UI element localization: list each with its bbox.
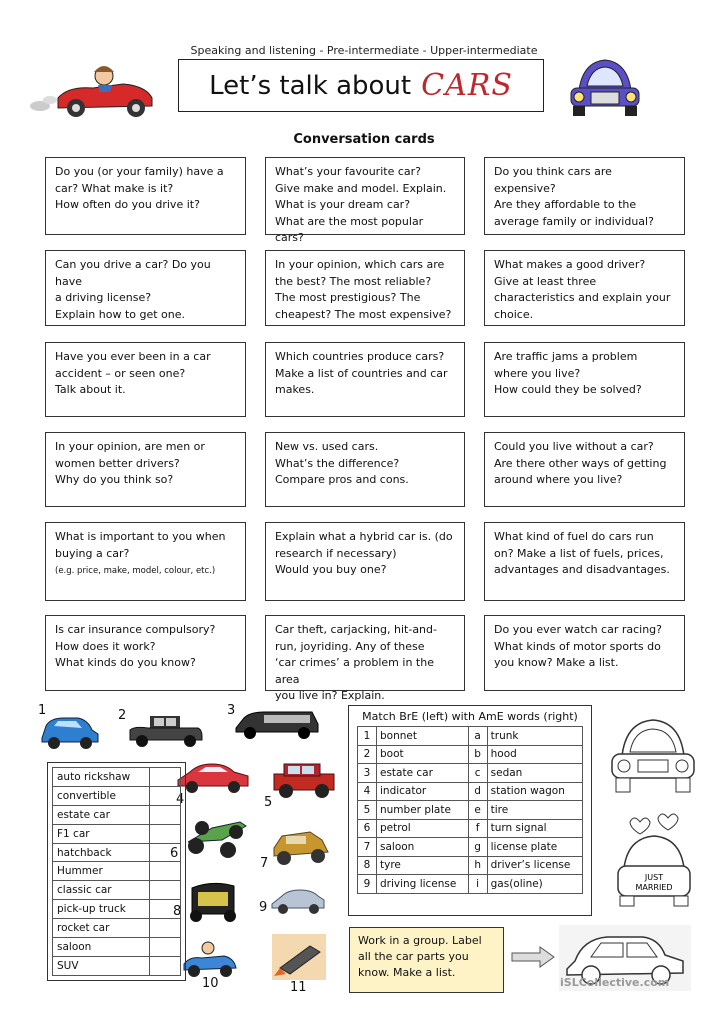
- conversation-card: What is important to you when buying a car? (e.g. price, make, model, colour, etc.): [45, 522, 246, 601]
- picture-number: 5: [264, 795, 273, 810]
- wedding-car-drawing: [612, 812, 696, 910]
- match-number: 5: [358, 801, 377, 820]
- conversation-card: Can you drive a car? Do you have a driving license? Explain how to get one.: [45, 250, 246, 326]
- ame-word: license plate: [487, 838, 582, 857]
- arrow-right-icon: [510, 945, 556, 969]
- subtitle: Speaking and listening - Pre-intermediate - Upper-intermediate: [190, 44, 538, 57]
- group-task-note: Work in a group. Label all the car parts you know. Make a list.: [349, 927, 504, 993]
- vocab-word: F1 car: [53, 824, 150, 843]
- vocab-row: [53, 900, 181, 919]
- jeep-image: [270, 826, 332, 870]
- picture-number: 4: [176, 792, 185, 807]
- conversation-card: In your opinion, which cars are the best? The most reliable? The most prestigious? The cheapest? The most expensive?: [265, 250, 465, 326]
- estate-car-image: [234, 708, 320, 740]
- answer-blank[interactable]: [150, 862, 181, 881]
- match-row: [358, 745, 583, 764]
- just-married-sign: JUST: [644, 873, 664, 882]
- match-row: [358, 764, 583, 783]
- conversation-card: Explain what a hybrid car is. (do research if necessary) Would you buy one?: [265, 522, 465, 601]
- watermark: iSLCollective.com: [560, 976, 670, 989]
- match-number: 2: [358, 745, 377, 764]
- vocab-word: hatchback: [53, 843, 150, 862]
- conversation-card: What’s your favourite car? Give make and model. Explain. What is your dream car? What are the most popular cars?: [265, 157, 465, 235]
- classic-car-image: [128, 714, 204, 748]
- match-row: [358, 838, 583, 857]
- answer-blank[interactable]: [150, 956, 181, 975]
- match-letter: f: [468, 819, 487, 838]
- hummer-image: [270, 760, 338, 800]
- answer-blank[interactable]: [150, 805, 181, 824]
- match-row: [358, 801, 583, 820]
- saloon-car-image: [176, 760, 250, 794]
- picture-number: 1: [38, 703, 47, 718]
- ame-word: station wagon: [487, 782, 582, 801]
- ame-word: turn signal: [487, 819, 582, 838]
- bre-word: driving license: [377, 875, 469, 894]
- conversation-card: What kind of fuel do cars run on? Make a list of fuels, prices, advantages and disadvantages.: [484, 522, 685, 601]
- section-title: Conversation cards: [293, 132, 435, 147]
- picture-number: 6: [170, 846, 179, 861]
- bre-word: boot: [377, 745, 469, 764]
- match-letter: i: [468, 875, 487, 894]
- ame-word: hood: [487, 745, 582, 764]
- ame-word: gas(oline): [487, 875, 582, 894]
- vocab-row: [53, 843, 181, 862]
- match-row: [358, 875, 583, 894]
- match-letter: b: [468, 745, 487, 764]
- vocab-word: SUV: [53, 956, 150, 975]
- match-number: 1: [358, 727, 377, 746]
- vocab-row: [53, 956, 181, 975]
- conversation-card: Car theft, carjacking, hit-and- run, joyriding. Any of these ‘car crimes’ a problem in the area you live in? Explain.: [265, 615, 465, 691]
- vocab-row: [53, 881, 181, 900]
- answer-blank[interactable]: [150, 900, 181, 919]
- vocab-word: pick-up truck: [53, 900, 150, 919]
- answer-blank[interactable]: [150, 919, 181, 938]
- bre-word: estate car: [377, 764, 469, 783]
- vocab-row: [53, 938, 181, 957]
- f1-car-image: [182, 812, 252, 858]
- bre-word: saloon: [377, 838, 469, 857]
- match-row: [358, 727, 583, 746]
- auto-rickshaw-image: [184, 878, 242, 924]
- bre-word: indicator: [377, 782, 469, 801]
- rocket-car-image: [272, 934, 326, 980]
- ame-word: driver’s license: [487, 856, 582, 875]
- vocab-row: [53, 768, 181, 787]
- bre-word: petrol: [377, 819, 469, 838]
- convertible-cartoon-image: [182, 938, 238, 980]
- match-letter: c: [468, 764, 487, 783]
- conversation-card: Have you ever been in a car accident – or seen one? Talk about it.: [45, 342, 246, 417]
- answer-blank[interactable]: [150, 768, 181, 787]
- vocab-row: [53, 824, 181, 843]
- vocabulary-list: [47, 762, 186, 981]
- cartoon-car-icon: [565, 52, 645, 120]
- match-exercise: [348, 705, 592, 916]
- vocab-row: [53, 862, 181, 881]
- match-number: 4: [358, 782, 377, 801]
- ame-word: trunk: [487, 727, 582, 746]
- silver-car-image: [270, 886, 326, 916]
- match-letter: e: [468, 801, 487, 820]
- vocab-word: estate car: [53, 805, 150, 824]
- car-front-line-drawing: [608, 714, 698, 798]
- vocab-word: classic car: [53, 881, 150, 900]
- vocab-word: auto rickshaw: [53, 768, 150, 787]
- match-row: [358, 856, 583, 875]
- match-letter: a: [468, 727, 487, 746]
- picture-number: 2: [118, 708, 127, 723]
- vocab-word: saloon: [53, 938, 150, 957]
- bre-word: number plate: [377, 801, 469, 820]
- ame-word: tire: [487, 801, 582, 820]
- vocab-word: rocket car: [53, 919, 150, 938]
- match-letter: g: [468, 838, 487, 857]
- match-number: 9: [358, 875, 377, 894]
- page-title: Let’s talk about: [209, 70, 412, 101]
- conversation-card: Do you (or your family) have a car? What make is it? How often do you drive it?: [45, 157, 246, 235]
- answer-blank[interactable]: [150, 786, 181, 805]
- match-row: [358, 819, 583, 838]
- picture-number: 9: [259, 900, 268, 915]
- vocab-word: convertible: [53, 786, 150, 805]
- match-letter: h: [468, 856, 487, 875]
- match-number: 3: [358, 764, 377, 783]
- answer-blank[interactable]: [150, 938, 181, 957]
- match-number: 7: [358, 838, 377, 857]
- conversation-card: New vs. used cars. What’s the difference? Compare pros and cons.: [265, 432, 465, 507]
- bre-word: bonnet: [377, 727, 469, 746]
- answer-blank[interactable]: [150, 881, 181, 900]
- answer-blank[interactable]: [150, 824, 181, 843]
- picture-number: 7: [260, 856, 269, 871]
- title-box: [178, 59, 544, 112]
- conversation-card: In your opinion, are men or women better drivers? Why do you think so?: [45, 432, 246, 507]
- match-letter: d: [468, 782, 487, 801]
- card-note: (e.g. price, make, model, colour, etc.): [55, 566, 216, 576]
- race-car-cartoon-icon: [28, 58, 158, 120]
- vocab-word: Hummer: [53, 862, 150, 881]
- conversation-card: Are traffic jams a problem where you live? How could they be solved?: [484, 342, 685, 417]
- conversation-card: What makes a good driver? Give at least three characteristics and explain your choice.: [484, 250, 685, 326]
- picture-number: 11: [290, 980, 307, 995]
- match-number: 8: [358, 856, 377, 875]
- picture-number: 3: [227, 703, 236, 718]
- conversation-card: Do you ever watch car racing? What kinds of motor sports do you know? Make a list.: [484, 615, 685, 691]
- answer-blank[interactable]: [150, 843, 181, 862]
- match-row: [358, 782, 583, 801]
- hatchback-car-image: [38, 712, 100, 750]
- vocab-row: [53, 786, 181, 805]
- picture-number: 10: [202, 976, 219, 991]
- bre-word: tyre: [377, 856, 469, 875]
- just-married-sign: MARRIED: [635, 883, 673, 892]
- picture-number: 8: [173, 904, 182, 919]
- ame-word: sedan: [487, 764, 582, 783]
- match-number: 6: [358, 819, 377, 838]
- vocab-row: [53, 919, 181, 938]
- vocab-row: [53, 805, 181, 824]
- conversation-card: Could you live without a car? Are there other ways of getting around where you live?: [484, 432, 685, 507]
- conversation-card: Which countries produce cars? Make a list of countries and car makes.: [265, 342, 465, 417]
- title-accent: CARS: [421, 68, 513, 103]
- match-title: Match BrE (left) with AmE words (right): [362, 710, 578, 723]
- conversation-card: Do you think cars are expensive? Are they affordable to the average family or individual?: [484, 157, 685, 235]
- conversation-card: Is car insurance compulsory? How does it work? What kinds do you know?: [45, 615, 246, 691]
